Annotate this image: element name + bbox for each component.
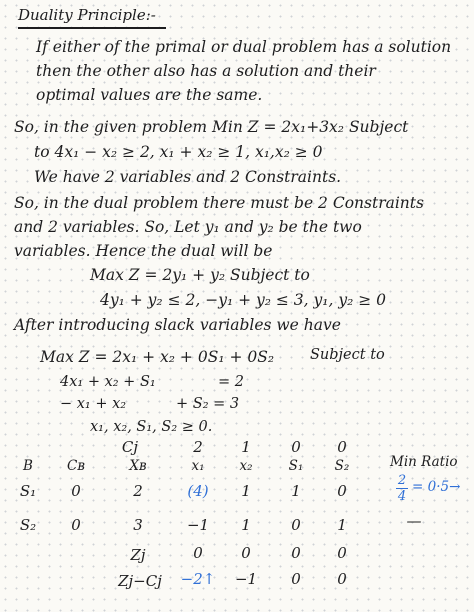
row-s2-cb: 0 bbox=[71, 516, 81, 534]
given-line-3: We have 2 variables and 2 Constraints. bbox=[34, 168, 342, 186]
cj-s2: 0 bbox=[337, 438, 347, 456]
cj-x1: 2 bbox=[193, 438, 203, 456]
constraint-2: − x₁ + x₂ bbox=[60, 396, 127, 412]
zj-x2: 0 bbox=[241, 544, 251, 562]
header-cb: Cʙ bbox=[67, 458, 85, 474]
nonnegativity: x₁, x₂, S₁, S₂ ≥ 0. bbox=[90, 419, 213, 435]
row-s2-s1: 0 bbox=[291, 516, 301, 534]
heading: Duality Principle:- bbox=[18, 6, 156, 24]
header-xb: Xʙ bbox=[129, 458, 147, 474]
row-s1-cb: 0 bbox=[71, 482, 81, 500]
zj-cj-label: Zj−Cj bbox=[118, 572, 162, 590]
header-b: B bbox=[23, 458, 33, 474]
zj-s1: 0 bbox=[291, 544, 301, 562]
min-ratio-label: Min Ratio bbox=[390, 454, 458, 470]
standard-objective: Max Z = 2x₁ + x₂ + 0S₁ + 0S₂ bbox=[40, 348, 275, 366]
row-s2-x1: −1 bbox=[186, 516, 210, 534]
given-line-4: So, in the dual problem there must be 2 Constraints bbox=[14, 194, 424, 212]
constraint-1-rhs: = 2 bbox=[218, 374, 244, 390]
zj-cj-s2: 0 bbox=[337, 570, 347, 588]
cj-x2: 1 bbox=[241, 438, 251, 456]
zj-x1: 0 bbox=[193, 544, 203, 562]
given-line-6: variables. Hence the dual will be bbox=[14, 242, 273, 260]
row-s1-s1: 1 bbox=[291, 482, 301, 500]
row-s2-basis: S₂ bbox=[19, 516, 37, 534]
zj-s2: 0 bbox=[337, 544, 347, 562]
row-s2-x2: 1 bbox=[241, 516, 251, 534]
slack-intro: After introducing slack variables we have bbox=[14, 316, 341, 334]
header-x1: x₁ bbox=[191, 458, 205, 474]
given-line-2: to 4x₁ − x₂ ≥ 2, x₁ + x₂ ≥ 1, x₁,x₂ ≥ 0 bbox=[34, 143, 323, 161]
header-s1: S₁ bbox=[288, 458, 304, 474]
paragraph-line-2: then the other also has a solution and their bbox=[36, 62, 376, 80]
constraint-2-rhs: + S₂ = 3 bbox=[176, 396, 240, 412]
paragraph-line-1: If either of the primal or dual problem has a solution bbox=[36, 38, 452, 56]
heading-underline bbox=[18, 27, 166, 29]
given-line-1: So, in the given problem Min Z = 2x₁+3x₂ Subject bbox=[14, 118, 409, 136]
row-s1-x1-pivot: (4) bbox=[187, 482, 209, 500]
row-s1-ratio-result: = 0·5→ bbox=[412, 479, 461, 495]
zj-label: Zj bbox=[130, 546, 146, 564]
row-s1-x2: 1 bbox=[241, 482, 251, 500]
ratio-numerator: 2 bbox=[397, 473, 407, 488]
dual-objective: Max Z = 2y₁ + y₂ Subject to bbox=[90, 266, 310, 284]
dual-constraints: 4y₁ + y₂ ≤ 2, −y₁ + y₂ ≤ 3, y₁, y₂ ≥ 0 bbox=[100, 291, 387, 309]
row-s2-ratio: — bbox=[406, 512, 422, 530]
row-s1-basis: S₁ bbox=[19, 482, 37, 500]
zj-cj-x1: −2↑ bbox=[180, 570, 216, 588]
zj-cj-x2: −1 bbox=[234, 570, 258, 588]
standard-subject-to: Subject to bbox=[310, 347, 385, 363]
ratio-denominator: 4 bbox=[397, 489, 407, 505]
row-s1-s2: 0 bbox=[337, 482, 347, 500]
row-s2-xb: 3 bbox=[133, 516, 143, 534]
paragraph-line-3: optimal values are the same. bbox=[36, 86, 263, 104]
header-s2: S₂ bbox=[334, 458, 350, 474]
cj-label: Cj bbox=[121, 438, 139, 456]
cj-s1: 0 bbox=[291, 438, 301, 456]
row-s2-s2: 1 bbox=[337, 516, 347, 534]
row-s1-ratio-fraction bbox=[396, 474, 408, 503]
header-x2: x₂ bbox=[239, 458, 253, 474]
constraint-1: 4x₁ + x₂ + S₁ bbox=[60, 374, 156, 390]
zj-cj-s1: 0 bbox=[291, 570, 301, 588]
row-s1-xb: 2 bbox=[133, 482, 143, 500]
given-line-5: and 2 variables. So, Let y₁ and y₂ be the two bbox=[14, 218, 362, 236]
